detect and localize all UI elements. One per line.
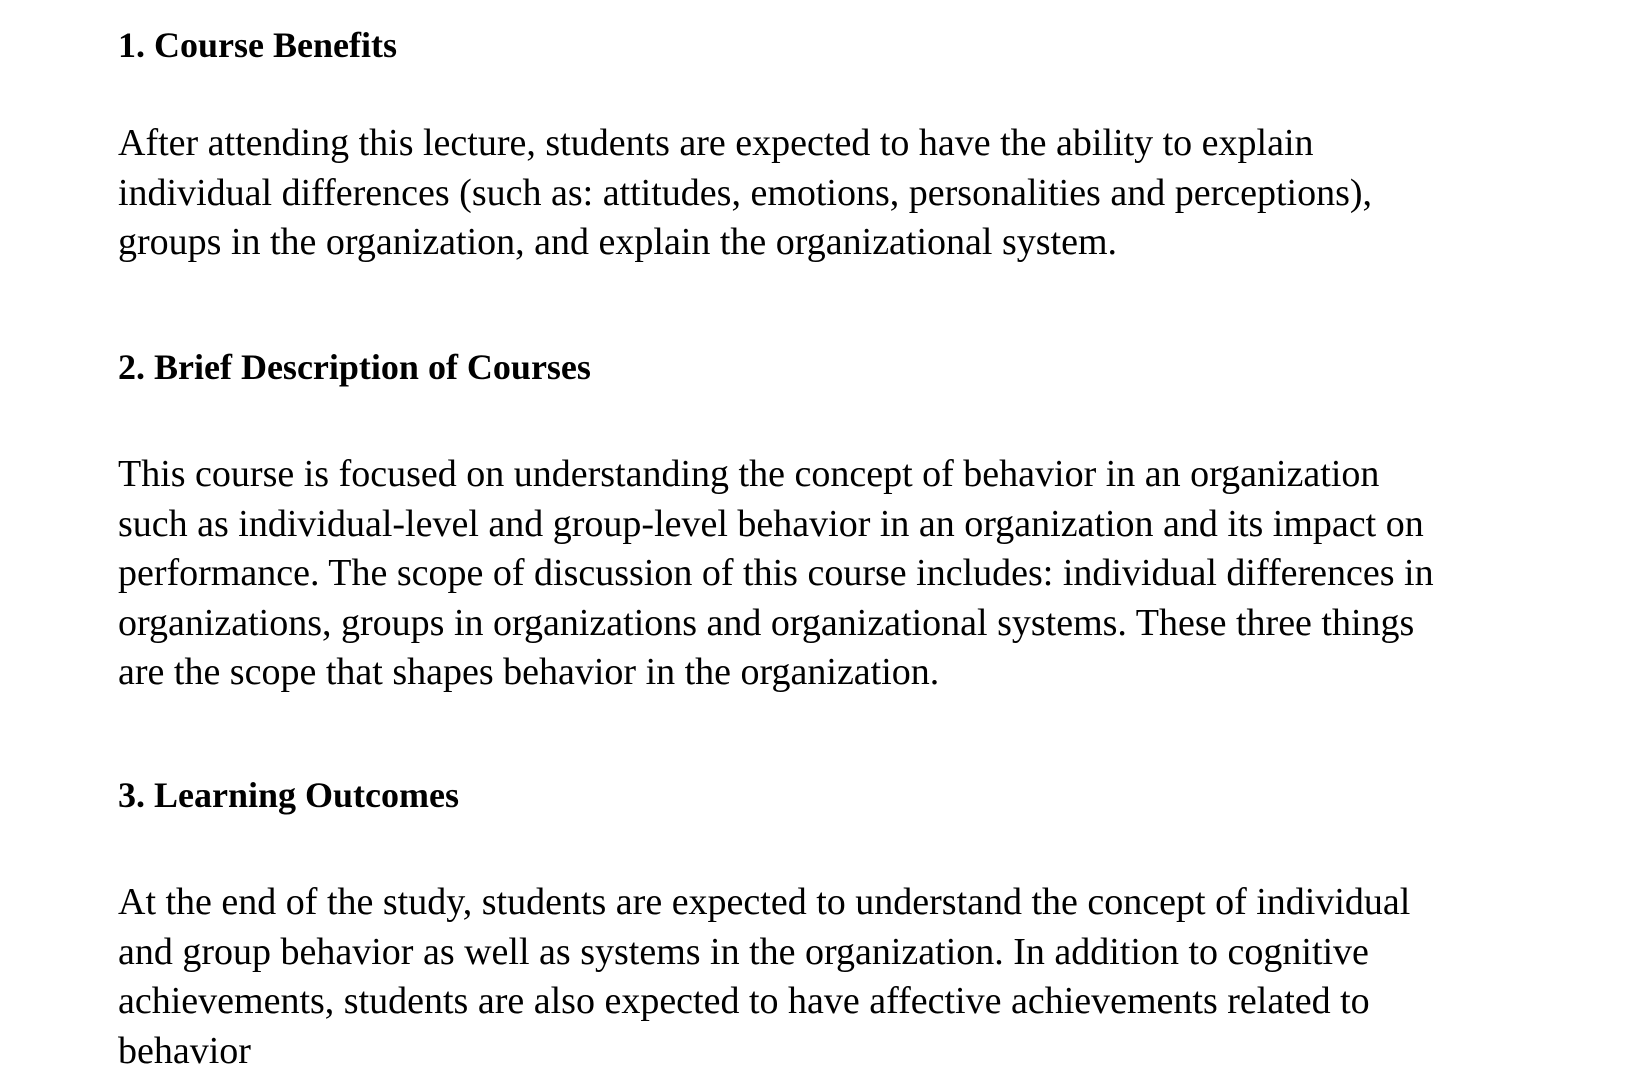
text-line: are the scope that shapes behavior in the organization. bbox=[118, 651, 940, 693]
section-body-learning-outcomes bbox=[118, 878, 1518, 1076]
section-body-course-benefits bbox=[118, 119, 1518, 268]
text-line: achievements, students are also expected to have affective achievements related to bbox=[118, 980, 1370, 1022]
section-heading-course-benefits: 1. Course Benefits bbox=[118, 25, 397, 65]
section-body-brief-description bbox=[118, 450, 1518, 698]
section-heading-learning-outcomes: 3. Learning Outcomes bbox=[118, 775, 459, 815]
text-line: such as individual-level and group-level behavior in an organization and its impact on bbox=[118, 502, 1424, 545]
text-line: organizations, groups in organizations and organizational systems. These three things bbox=[118, 601, 1415, 644]
text-line: and group behavior as well as systems in the organization. In addition to cognitive bbox=[118, 930, 1369, 973]
text-line: At the end of the study, students are expected to understand the concept of individual bbox=[118, 881, 1411, 923]
section-heading-brief-description: 2. Brief Description of Courses bbox=[118, 347, 591, 387]
text-line: individual differences (such as: attitudes, emotions, personalities and perceptions), bbox=[118, 171, 1373, 214]
text-line: After attending this lecture, students are expected to have the ability to explain bbox=[118, 122, 1314, 164]
text-line: performance. The scope of discussion of this course includes: individual differences in bbox=[118, 552, 1434, 594]
text-line: This course is focused on understanding the concept of behavior in an organization bbox=[118, 453, 1380, 495]
text-line: groups in the organization, and explain the organizational system. bbox=[118, 221, 1118, 263]
text-line: behavior bbox=[118, 1029, 251, 1072]
